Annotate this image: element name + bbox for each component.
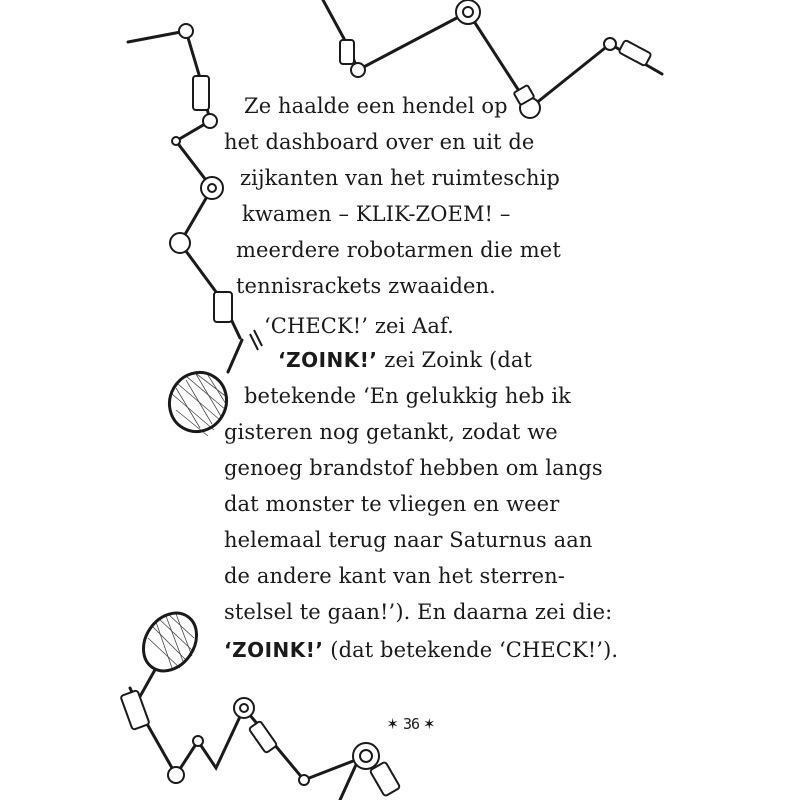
text-line-2: het dashboard over en uit de [224,130,535,154]
page-folio [376,712,446,736]
star-ornament-icon: ✶ [386,716,399,733]
text-line-12: dat monster te vliegen en weer [224,492,560,516]
text-line-3: zijkanten van het ruimteschip [240,166,560,190]
zoink-line-2-rest: (dat betekende ‘CHECK!’). [323,638,619,662]
zoink-line-1 [278,346,532,374]
zoink-line-2 [224,636,618,664]
text-line-7: ‘CHECK!’ zei Aaf. [264,314,454,338]
text-line-5: meerdere robotarmen die met [236,238,561,262]
page-number: 36 [402,715,420,733]
text-line-9: betekende ‘En gelukkig heb ik [244,384,571,408]
text-line-13: helemaal terug naar Saturnus aan [224,528,593,552]
text-line-4: kwamen – KLIK-ZOEM! – [242,202,511,226]
text-line-1: Ze haalde een hendel op [244,94,508,118]
zoink-line-1-rest: zei Zoink (dat [377,348,533,372]
star-ornament-icon: ✶ [423,716,436,733]
text-line-6: tennisrackets zwaaiden. [236,274,496,298]
text-line-10: gisteren nog getankt, zodat we [224,420,558,444]
text-line-14: de andere kant van het sterren- [224,564,566,588]
text-line-11: genoeg brandstof hebben om langs [224,456,603,480]
zoink-word: ‘ZOINK!’ [224,638,324,662]
text-line-15: stelsel te gaan!’). En daarna zei die: [224,600,613,624]
zoink-word: ‘ZOINK!’ [278,348,378,372]
